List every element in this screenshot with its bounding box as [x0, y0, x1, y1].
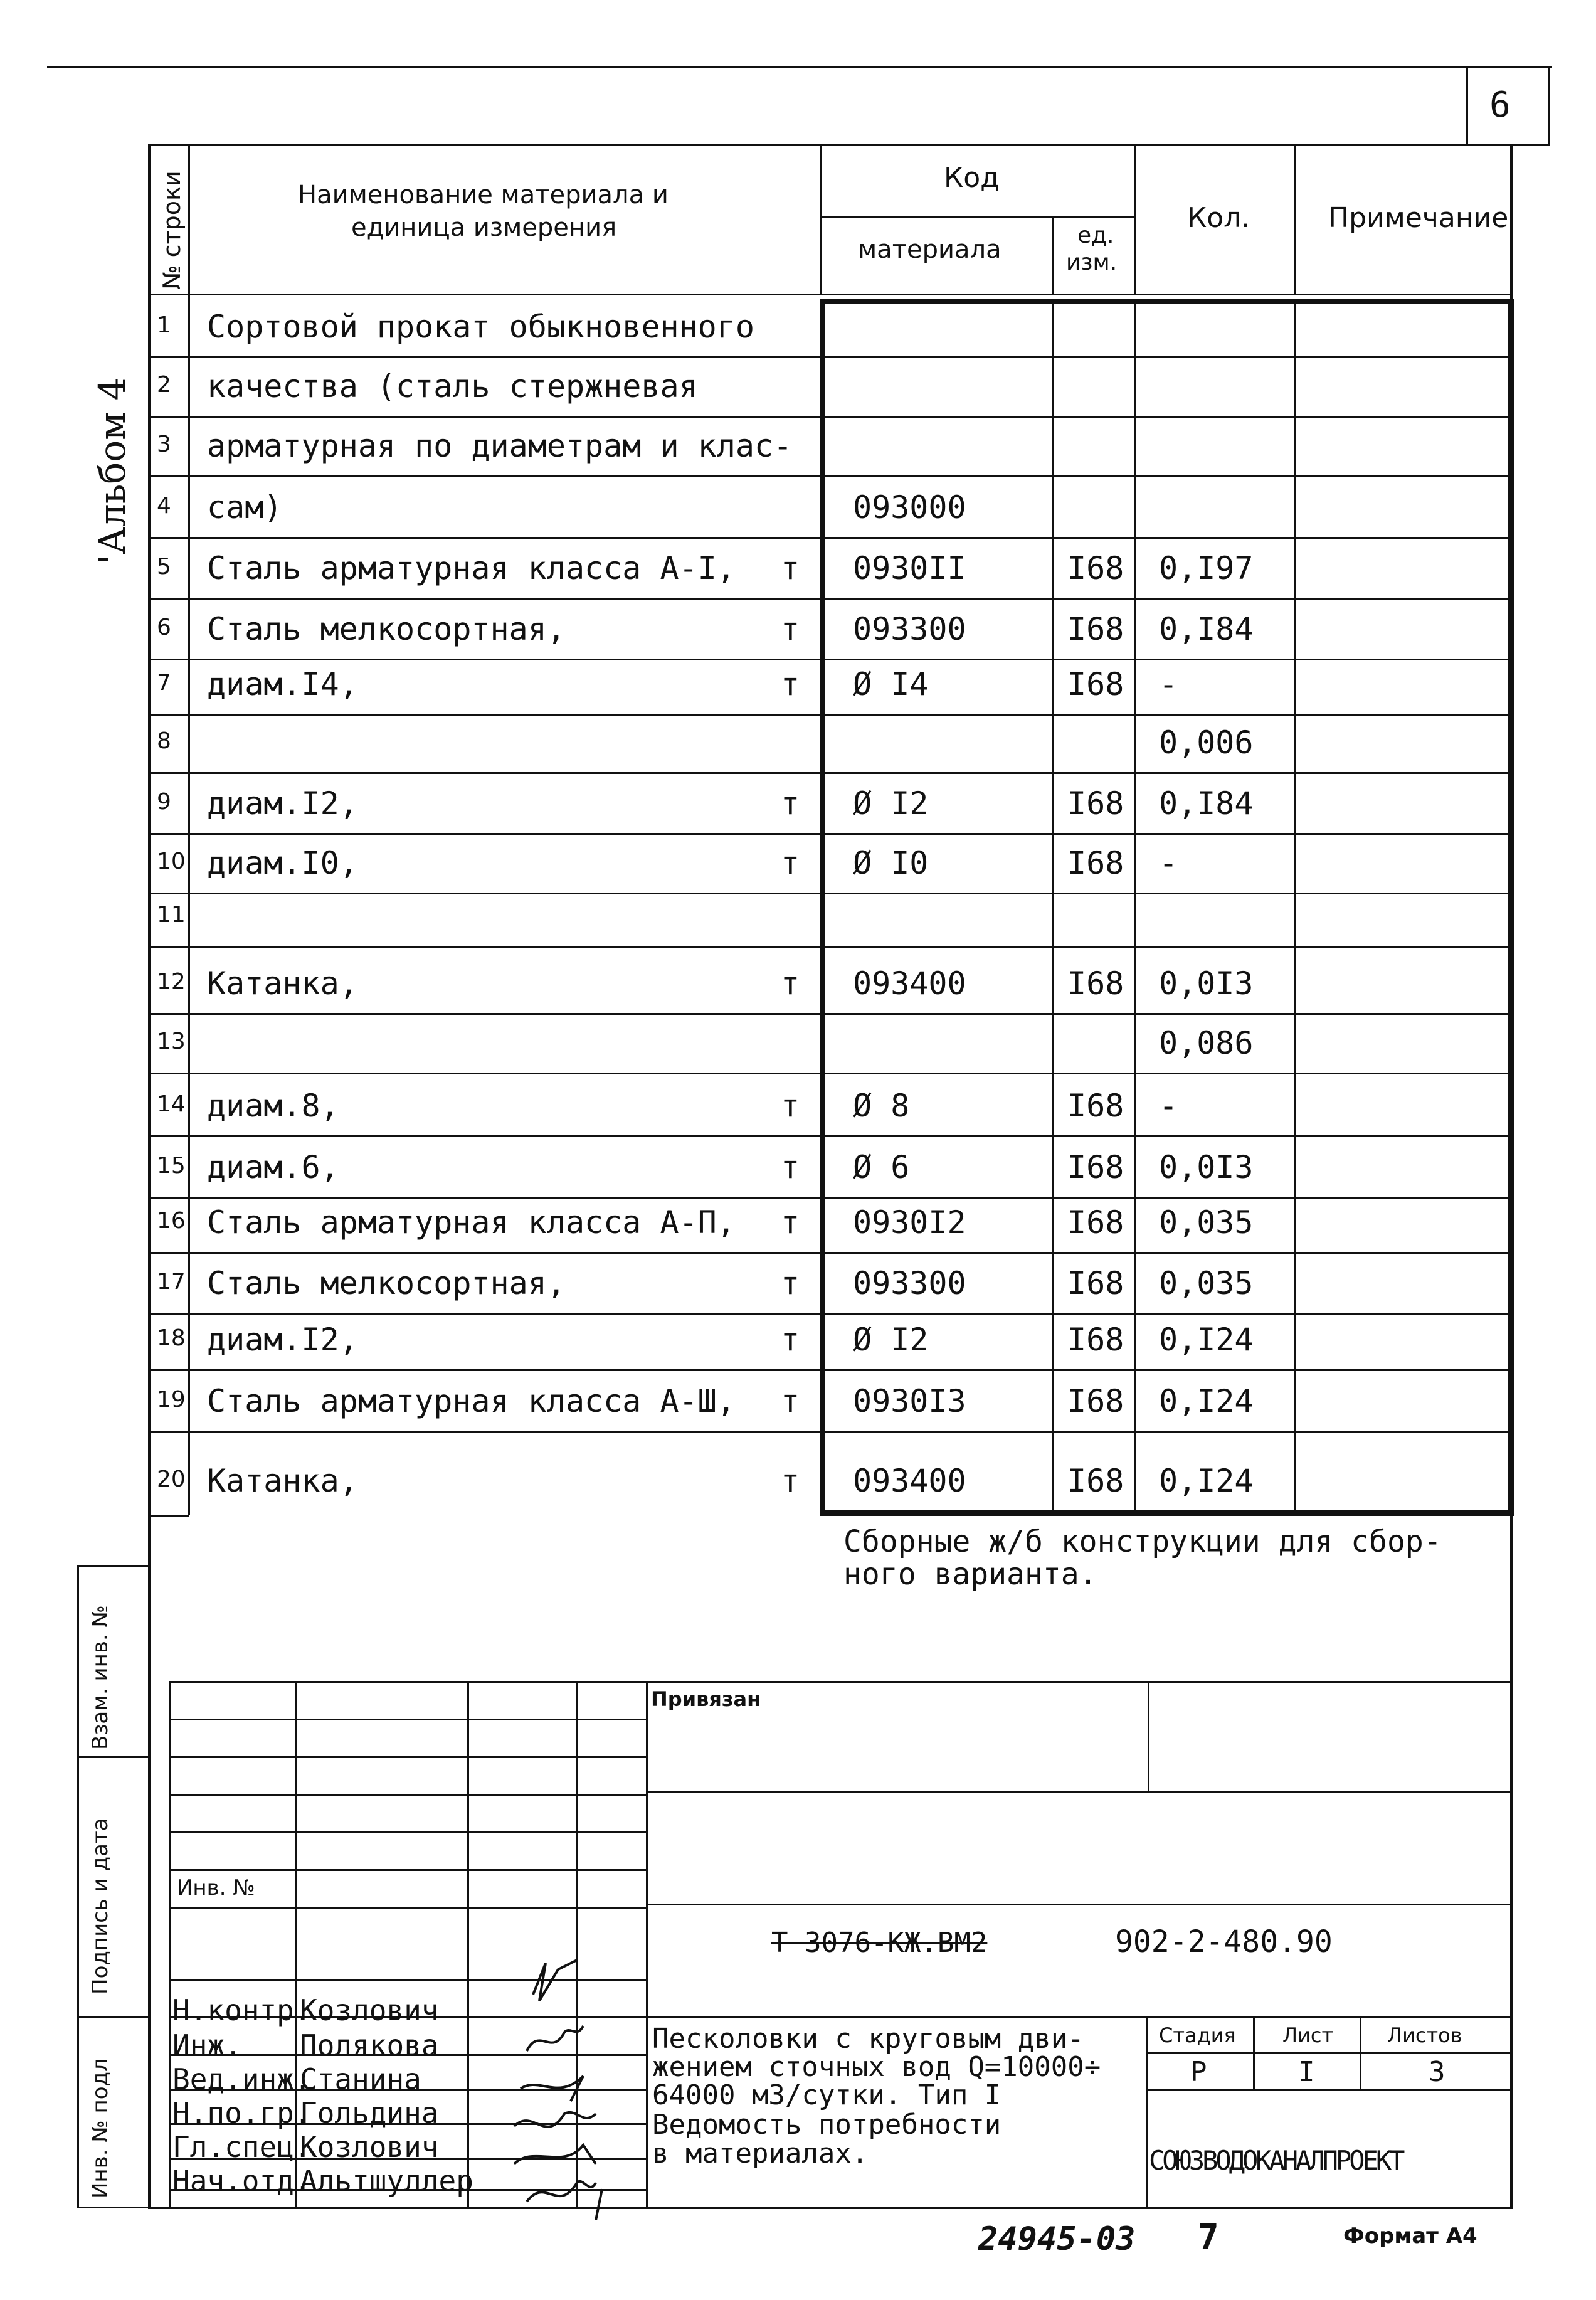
title-row-divider	[169, 1869, 647, 1871]
row-unit-symbol: т	[781, 611, 800, 647]
row-unit: I68	[1067, 785, 1124, 822]
row-divider	[148, 475, 1512, 477]
row-name: Сталь мелкосортная,	[207, 611, 566, 647]
sheet-value: I	[1298, 2056, 1315, 2088]
header-name-line1: Наименование материала и	[298, 181, 669, 209]
note-line2: ного варианта.	[843, 1557, 1097, 1592]
row-name: диам.I4,	[207, 666, 358, 702]
row-unit: I68	[1067, 845, 1124, 881]
row-code: 0930I3	[853, 1383, 966, 1419]
row-number: 9	[157, 789, 171, 815]
row-name: диам.I0,	[207, 845, 358, 881]
row-code: Ø 6	[853, 1149, 910, 1185]
page-box-right	[1548, 68, 1550, 144]
drawing-title-line: в материалах.	[652, 2138, 869, 2170]
row-number: 1	[157, 312, 171, 338]
staff-name: Альтшуллер	[300, 2164, 473, 2198]
header-note: Примечание	[1328, 202, 1509, 234]
page-number: 6	[1489, 85, 1511, 125]
row-code: Ø 8	[853, 1088, 910, 1124]
title-row-divider	[169, 1719, 647, 1720]
row-qty: 0,I24	[1159, 1322, 1254, 1358]
row-code: Ø I2	[853, 1322, 929, 1358]
row-number: 13	[157, 1029, 186, 1054]
row-code: Ø I0	[853, 845, 929, 881]
staff-role: Гл.спец.	[172, 2130, 312, 2164]
row-divider	[148, 416, 1512, 418]
staff-role: Вед.инж.	[172, 2062, 312, 2096]
row-divider	[148, 714, 1512, 716]
row-number: 17	[157, 1269, 186, 1295]
row-number: 18	[157, 1325, 186, 1351]
stage-label: Стадия	[1159, 2023, 1236, 2047]
row-name: диам.8,	[207, 1088, 339, 1124]
stage-value: Р	[1190, 2056, 1207, 2088]
staff-name: Гольдина	[300, 2096, 439, 2130]
sheets-value: 3	[1429, 2056, 1445, 2088]
row-divider	[148, 1013, 1512, 1015]
handwritten-inventory: 24945-03	[978, 2220, 1136, 2258]
row-divider	[148, 893, 1512, 894]
drawing-title-line: Песколовки с круговым дви-	[652, 2023, 1084, 2055]
doc-old-number: Т 3076-КЖ.ВМ2	[771, 1927, 988, 1959]
organization: СОЮЗВОДОКАНАЛПРОЕКТ	[1149, 2145, 1403, 2176]
drawing-title-line: Ведомость потребности	[652, 2109, 1001, 2141]
sheet-label: Лист	[1282, 2023, 1334, 2047]
staff-role: Н.по.гр.	[172, 2096, 312, 2130]
row-unit: I68	[1067, 1204, 1124, 1241]
row-number: 5	[157, 554, 171, 580]
row-qty: 0,I84	[1159, 785, 1254, 822]
row-number: 6	[157, 615, 171, 640]
row-qty: -	[1159, 1088, 1178, 1124]
row-unit: I68	[1067, 965, 1124, 1002]
row-unit-symbol: т	[781, 1149, 800, 1185]
staff-name: Полякова	[300, 2028, 439, 2062]
row-code: 093400	[853, 965, 966, 1002]
row-code: Ø I4	[853, 666, 929, 702]
row-unit-symbol: т	[781, 965, 800, 1002]
row-divider	[148, 833, 1512, 835]
row-unit: I68	[1067, 1322, 1124, 1358]
row-qty: 0,I24	[1159, 1463, 1254, 1499]
frame-left	[148, 144, 151, 2208]
staff-name: Козлович	[300, 2130, 439, 2164]
row-unit-symbol: т	[781, 785, 800, 822]
header-unit-line1: ед.	[1077, 223, 1114, 248]
header-row-no: № строки	[158, 171, 186, 290]
staff-role: Инж.	[172, 2028, 242, 2062]
row-code: 093300	[853, 1265, 966, 1301]
row-number: 8	[157, 728, 171, 754]
frame-top	[148, 144, 1550, 146]
row-divider	[148, 946, 1512, 948]
header-code: Код	[944, 162, 1000, 194]
title-row-divider	[169, 1756, 647, 1758]
drawing-title-line: 64000 м3/сутки. Тип I	[652, 2079, 1001, 2111]
row-number: 19	[157, 1387, 186, 1412]
staff-name: Козлович	[300, 1993, 439, 2027]
row-unit: I68	[1067, 611, 1124, 647]
row-name: Катанка,	[207, 965, 358, 1002]
row-divider	[148, 1073, 1512, 1074]
header-code-material: материала	[858, 235, 1001, 264]
format-label: Формат А4	[1343, 2223, 1477, 2249]
sheets-label: Листов	[1387, 2023, 1462, 2047]
row-qty: -	[1159, 845, 1178, 881]
row-unit: I68	[1067, 1463, 1124, 1499]
row-name: диам.6,	[207, 1149, 339, 1185]
row-number: 15	[157, 1153, 186, 1179]
row-code: Ø I2	[853, 785, 929, 822]
row-unit-symbol: т	[781, 1088, 800, 1124]
staff-name: Станина	[300, 2062, 421, 2096]
row-code: 093300	[853, 611, 966, 647]
row-qty: 0,I84	[1159, 611, 1254, 647]
row-divider	[148, 659, 1512, 660]
row-number: 2	[157, 372, 171, 398]
row-number: 11	[157, 902, 186, 928]
handwritten-page: 7	[1198, 2217, 1219, 2258]
row-unit: I68	[1067, 1265, 1124, 1301]
row-unit-symbol: т	[781, 1383, 800, 1419]
note-line1: Сборные ж/б конструкции для сбор-	[843, 1524, 1442, 1559]
row-code: 0930I2	[853, 1204, 966, 1241]
row-number: 16	[157, 1208, 186, 1234]
row-divider	[148, 537, 1512, 539]
page-box-left	[1466, 68, 1468, 144]
row-qty: 0,I97	[1159, 550, 1254, 586]
row-divider	[148, 1313, 1512, 1315]
album-label: 'Альбом 4	[91, 377, 134, 564]
row-divider	[148, 598, 1512, 600]
title-row-divider	[169, 1907, 647, 1909]
side-podpis: Подпись и дата	[88, 1818, 113, 1995]
row-qty: 0,0I3	[1159, 1149, 1254, 1185]
top-rule	[47, 66, 1552, 68]
row-divider	[148, 772, 1512, 774]
header-unit-line2: изм.	[1066, 250, 1118, 275]
row-unit-symbol: т	[781, 1322, 800, 1358]
side-inv: Инв. № подл	[88, 2058, 113, 2198]
row-qty: 0,086	[1159, 1025, 1254, 1061]
row-divider	[148, 1369, 1512, 1371]
row-code: 093400	[853, 1463, 966, 1499]
row-name: качества (сталь стержневая	[207, 368, 698, 405]
row-unit: I68	[1067, 1383, 1124, 1419]
row-unit: I68	[1067, 550, 1124, 586]
row-unit: I68	[1067, 1149, 1124, 1185]
row-unit: I68	[1067, 666, 1124, 702]
title-row-divider	[169, 1831, 647, 1833]
row-qty: 0,006	[1159, 724, 1254, 761]
row-divider	[148, 1431, 1512, 1433]
staff-role: Н.контр.	[172, 1993, 312, 2027]
row-qty: 0,035	[1159, 1265, 1254, 1301]
row-unit-symbol: т	[781, 550, 800, 586]
header-qty: Кол.	[1187, 202, 1250, 234]
row-number: 3	[157, 432, 171, 457]
row-number: 14	[157, 1091, 186, 1117]
row-name: Сталь арматурная класса А-I,	[207, 550, 736, 586]
row-unit-symbol: т	[781, 1204, 800, 1241]
row-qty: 0,I24	[1159, 1383, 1254, 1419]
row-name: арматурная по диаметрам и клас-	[207, 428, 793, 464]
staff-role: Нач.отд.	[172, 2164, 312, 2198]
inv-no-label: Инв. №	[177, 1875, 255, 1900]
row-divider	[148, 1252, 1512, 1254]
row-code: 093000	[853, 489, 966, 526]
row-name: диам.I2,	[207, 1322, 358, 1358]
row-unit: I68	[1067, 1088, 1124, 1124]
row-number: 10	[157, 849, 186, 874]
row-qty: -	[1159, 666, 1178, 702]
row-unit-symbol: т	[781, 1265, 800, 1301]
privyazan-label: Привязан	[651, 1687, 761, 1711]
row-divider	[148, 356, 1512, 358]
side-vzam: Взам. инв. №	[88, 1605, 113, 1750]
drawing-title-line: жением сточных вод Q=10000÷	[652, 2051, 1101, 2083]
signatures-handwritten	[489, 1957, 652, 2220]
row-code: 0930II	[853, 550, 966, 586]
row-qty: 0,035	[1159, 1204, 1254, 1241]
row-name: Сталь арматурная класса А-П,	[207, 1204, 736, 1241]
row-name: Сортовой прокат обыкновенного	[207, 309, 754, 345]
row-unit-symbol: т	[781, 666, 800, 702]
row-number: 12	[157, 969, 186, 995]
row-number: 7	[157, 670, 171, 696]
row-qty: 0,0I3	[1159, 965, 1254, 1002]
row-number: 20	[157, 1466, 186, 1492]
row-unit-symbol: т	[781, 845, 800, 881]
doc-code: 902-2-480.90	[1115, 1924, 1333, 1959]
header-name-line2: единица измерения	[351, 213, 617, 242]
row-name: Сталь арматурная класса А-Ш,	[207, 1383, 736, 1419]
row-unit-symbol: т	[781, 1463, 800, 1499]
row-name: Сталь мелкосортная,	[207, 1265, 566, 1301]
row-number: 4	[157, 493, 171, 519]
row-divider	[148, 1197, 1512, 1199]
row-name: Катанка,	[207, 1463, 358, 1499]
row-divider	[148, 1135, 1512, 1137]
row-name: диам.I2,	[207, 785, 358, 822]
row-name: сам)	[207, 489, 283, 526]
title-row-divider	[169, 1794, 647, 1796]
